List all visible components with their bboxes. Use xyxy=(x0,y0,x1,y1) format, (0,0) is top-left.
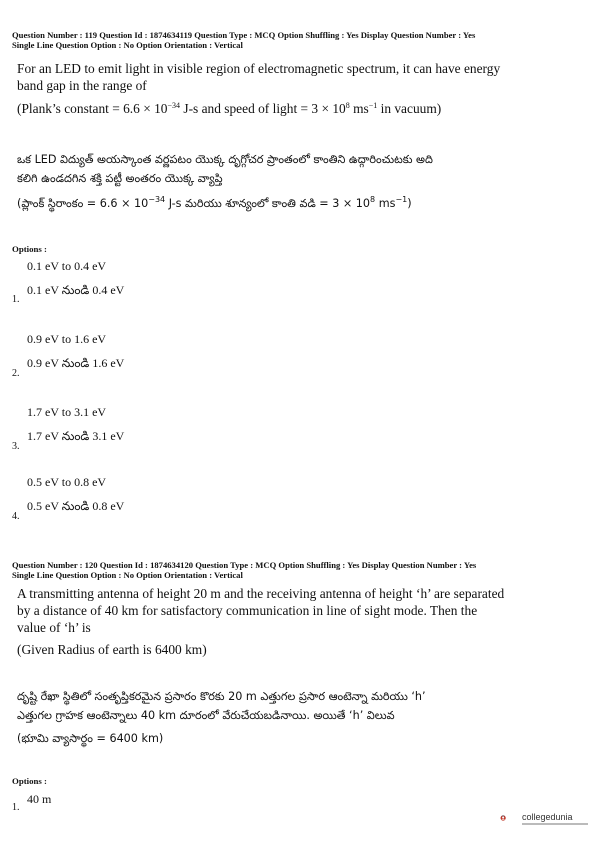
watermark-tagline-bar xyxy=(522,823,588,825)
q119-option-2-en: 0.9 eV to 1.6 eV xyxy=(27,332,107,346)
q119-option-2-number: 2. xyxy=(12,368,20,379)
q119-te-line3: (ప్లాంక్ స్థిరాంకం = $6.6 \times 10^{-34}$ J-s మరియు శూన్యంలో కాంతి వడి = $3 \times 10^8$ $ms^{-1}$) xyxy=(17,195,412,210)
q120-option-1-number: 1. xyxy=(12,802,20,813)
q119-english-text xyxy=(17,60,562,117)
q119-option-3-number: 3. xyxy=(12,441,20,452)
q119-option-4-number: 4. xyxy=(12,511,20,522)
q119-option-2[interactable] xyxy=(27,332,124,370)
q120-telugu-text xyxy=(17,687,562,748)
q119-option-4[interactable] xyxy=(27,475,124,513)
q120-en-line1: A transmitting antenna of height 20 m and the receiving antenna of height ‘h’ are separated xyxy=(17,586,505,601)
q120-header xyxy=(12,560,572,580)
q119-option-1-en: 0.1 eV to 0.4 eV xyxy=(27,259,107,273)
q119-header-line2: Single Line Question Option : No Option Orientation : Vertical xyxy=(12,40,243,50)
q119-option-1-number: 1. xyxy=(12,294,20,305)
q119-option-3[interactable] xyxy=(27,405,124,443)
watermark-brand: collegedunia xyxy=(522,812,573,822)
q120-english-text xyxy=(17,585,562,658)
collegedunia-logo-icon xyxy=(500,806,524,830)
q119-te-line2: కలిగి ఉండదగిన శక్తి పట్టీ అంతరం యొక్క వ్యాప్తి xyxy=(17,172,223,185)
q120-te-line1: దృష్టి రేఖా స్థితిలో సంతృప్తికరమైన ప్రసారం కొరకు 20 m ఎత్తుగల ప్రసార ఆంటెన్నా మరియు ‘h’ xyxy=(17,690,426,703)
q119-option-3-te: 1.7 eV నుండి 3.1 eV xyxy=(27,429,125,443)
q120-header-line2: Single Line Question Option : No Option Orientation : Vertical xyxy=(12,570,243,580)
q119-options-label: Options : xyxy=(12,244,47,254)
q120-en-line3: value of ‘h’ is xyxy=(17,620,91,635)
q120-en-line4: (Given Radius of earth is 6400 km) xyxy=(17,642,207,657)
q119-te-line1: ఒక LED విద్యుత్ అయస్కాంత వర్ణపటం యొక్క దృగ్గోచర ప్రాంతంలో కాంతిని ఉద్గారించుటకు అది xyxy=(17,153,433,166)
q119-en-line1: For an LED to emit light in visible region of electromagnetic spectrum, it can have energy xyxy=(17,61,501,76)
q119-telugu-text xyxy=(17,150,562,213)
q119-option-4-te: 0.5 eV నుండి 0.8 eV xyxy=(27,499,125,513)
q119-en-line3: (Plank’s constant = $6.6 \times 10^{-34}$ J-s and speed of light = $3 \times 10^8$ $ms^{-1}$ in vacuum) xyxy=(17,101,442,116)
q119-header-line1: Question Number : 119 Question Id : 1874634119 Question Type : MCQ Option Shuffling : Yes Display Question Number : Yes xyxy=(12,30,476,40)
q119-option-4-en: 0.5 eV to 0.8 eV xyxy=(27,475,107,489)
q120-te-line2: ఎత్తుగల గ్రాహక ఆంటెన్నాలు 40 km దూరంలో వేరుచేయబడినాయి. అయితే ‘h’ విలువ xyxy=(17,709,395,722)
q119-option-1[interactable] xyxy=(27,259,124,297)
q120-header-line1: Question Number : 120 Question Id : 1874634120 Question Type : MCQ Option Shuffling : Yes Display Question Number : Yes xyxy=(12,560,477,570)
q120-en-line2: by a distance of 40 km for satisfactory communication in line of sight mode. Then the xyxy=(17,603,478,618)
q120-option-1-en: 40 m xyxy=(27,792,52,806)
q119-option-1-te: 0.1 eV నుండి 0.4 eV xyxy=(27,283,125,297)
q119-header xyxy=(12,30,572,50)
q120-options-label: Options : xyxy=(12,776,47,786)
q120-te-line3: (భూమి వ్యాసార్థం = 6400 km) xyxy=(17,732,164,745)
q120-option-1[interactable] xyxy=(27,792,51,806)
q119-en-line2: band gap in the range of xyxy=(17,78,147,93)
q119-option-3-en: 1.7 eV to 3.1 eV xyxy=(27,405,107,419)
q119-option-2-te: 0.9 eV నుండి 1.6 eV xyxy=(27,356,125,370)
